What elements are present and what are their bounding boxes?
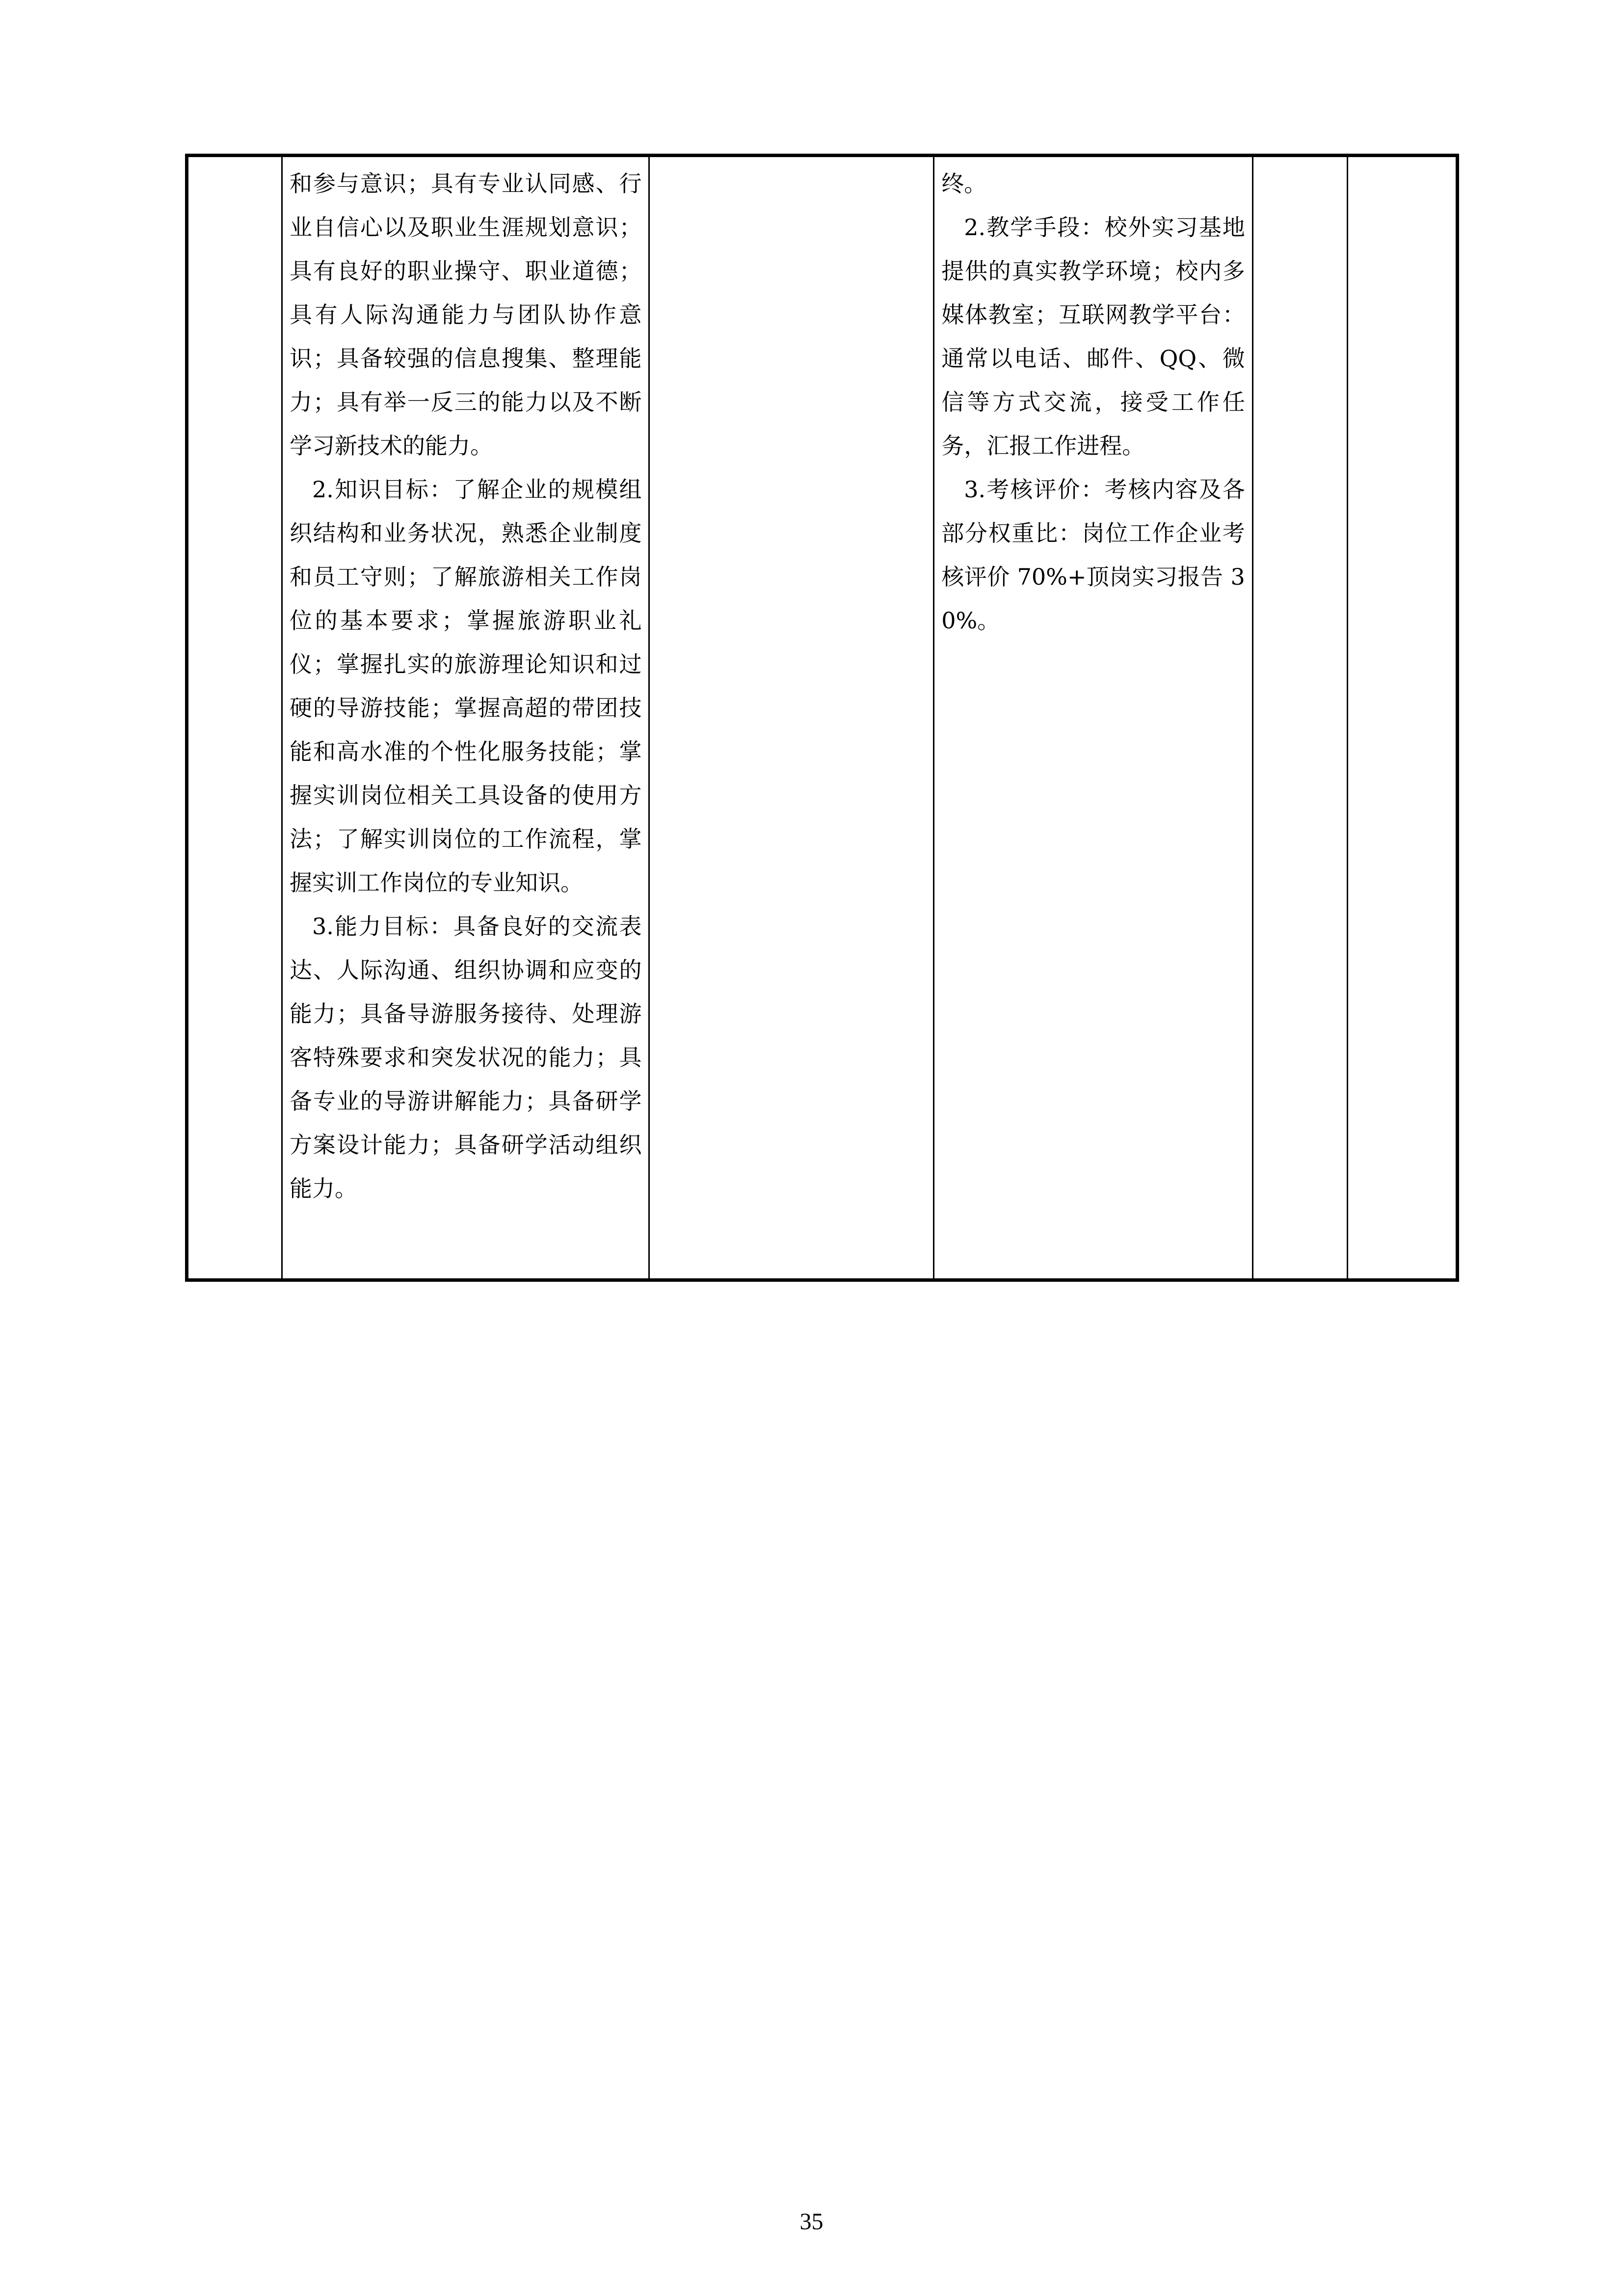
objectives-paragraph-3: 3.能力目标：具备良好的交流表达、人际沟通、组织协调和应变的能力；具备导游服务接待、处理游客特殊要求和突发状况的能力；具备专业的导游讲解能力；具备研学方案设计能力；具备研学活动组织能力。 bbox=[289, 913, 642, 1202]
methods-paragraph-2: 2.教学手段：校外实习基地提供的真实教学环境；校内多媒体教室；互联网教学平台：通常以电话、邮件、QQ、微信等方式交流，接受工作任务，汇报工作进程。 bbox=[941, 214, 1245, 459]
table-cell-col6 bbox=[1347, 156, 1457, 1280]
table-cell-col5 bbox=[1252, 156, 1347, 1280]
table-row bbox=[187, 156, 1458, 1280]
page-number: 35 bbox=[799, 2209, 824, 2235]
methods-paragraph-3: 3.考核评价：考核内容及各部分权重比：岗位工作企业考核评价 70%+顶岗实习报告 30%。 bbox=[941, 476, 1245, 634]
table-cell-col3 bbox=[649, 156, 934, 1280]
objectives-paragraph-2: 2.知识目标：了解企业的规模组织结构和业务状况，熟悉企业制度和员工守则；了解旅游相关工作岗位的基本要求；掌握旅游职业礼仪；掌握扎实的旅游理论知识和过硬的导游技能；掌握高超的带团技能和高水准的个性化服务技能；掌握实训岗位相关工具设备的使用方法；了解实训岗位的工作流程，掌握实训工作岗位的专业知识。 bbox=[289, 476, 642, 896]
table-cell-methods bbox=[934, 156, 1253, 1280]
methods-paragraph-1: 终。 bbox=[941, 170, 987, 197]
course-table bbox=[185, 154, 1459, 1282]
table-cell-objectives bbox=[282, 156, 649, 1280]
objectives-paragraph-1: 和参与意识；具有专业认同感、行业自信心以及职业生涯规划意识；具有良好的职业操守、职业道德；具有人际沟通能力与团队协作意识；具备较强的信息搜集、整理能力；具有举一反三的能力以及不断学习新技术的能力。 bbox=[289, 170, 642, 459]
table-cell-col1 bbox=[187, 156, 282, 1280]
